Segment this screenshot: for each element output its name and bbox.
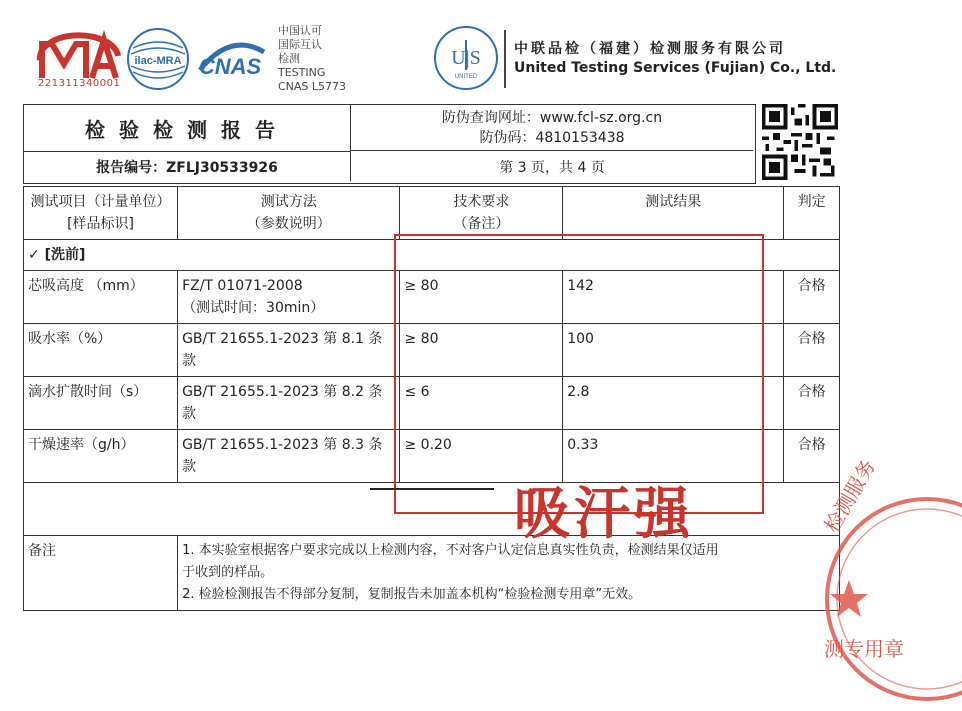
cell-requirement: ≤ 6	[400, 377, 563, 430]
official-seal	[819, 455, 962, 704]
seal-text-bottom: 测专用章	[824, 637, 904, 661]
svg-text:ilac-MRA: ilac-MRA	[134, 55, 182, 67]
notes-label: 备注	[24, 536, 178, 611]
cell-judgement: 合格	[784, 377, 840, 430]
cell-requirement: ≥ 80	[400, 271, 563, 324]
report-title: 检验检测报告	[24, 105, 351, 152]
cell-item: 吸水率（%）	[24, 324, 178, 377]
cell-requirement: ≥ 80	[400, 324, 563, 377]
cnas-accreditation-text: 中国认可 国际互认 检测 TESTING CNAS L5773	[278, 24, 347, 93]
verify-code: 防伪码：4810153438	[479, 130, 625, 146]
company-name-en: United Testing Services (Fujian) Co., Ltd.	[514, 60, 837, 76]
highlight-caption: 吸汗强	[514, 482, 694, 547]
svg-text:U|S: U|S	[451, 47, 481, 69]
section-label: ✓ [洗前]	[24, 240, 840, 271]
cell-result: 2.8	[563, 377, 784, 430]
note-1: 1. 本实验室根据客户要求完成以上检测内容，不对客户认定信息真实性负责，检测结果仅适用	[182, 543, 719, 558]
report-number: 报告编号：ZFLJ30533926	[24, 152, 351, 181]
notes-content	[178, 536, 840, 611]
cell-method: FZ/T 01071-2008 （测试时间：30min）	[178, 271, 400, 324]
header-divider	[504, 30, 506, 88]
ilac-mra-logo	[125, 26, 191, 92]
cell-item: 滴水扩散时间（s）	[24, 377, 178, 430]
seal-text-top: 检测服务	[819, 455, 881, 537]
svg-text:UNITED: UNITED	[454, 74, 478, 80]
cnas-logo	[190, 30, 270, 90]
uts-logo	[432, 24, 500, 92]
cma-number: 221311340001	[38, 78, 121, 89]
qr-code	[762, 104, 838, 180]
verify-url: 防伪查询网址：www.fcl-sz.org.cn	[441, 110, 663, 126]
cell-result: 0.33	[563, 430, 784, 483]
cell-method: GB/T 21655.1-2023 第 8.1 条 款	[178, 324, 400, 377]
header-method: 测试方法 （参数说明）	[178, 187, 400, 240]
svg-text:CNAS: CNAS	[198, 54, 262, 79]
notes-row	[24, 536, 840, 611]
header-judgement: 判定	[784, 187, 840, 240]
cell-item: 干燥速率（g/h）	[24, 430, 178, 483]
cell-item: 芯吸高度 （mm）	[24, 271, 178, 324]
cell-result: 142	[563, 271, 784, 324]
header-item: 测试项目（计量单位） [样品标识]	[24, 187, 178, 240]
cell-judgement: 合格	[784, 430, 840, 483]
cell-requirement: ≥ 0.20	[400, 430, 563, 483]
page-info: 第 3 页，共 4 页	[499, 159, 605, 176]
cell-judgement: 合格	[784, 324, 840, 377]
strike-line	[370, 488, 494, 490]
company-name-cn: 中联品检（福建）检测服务有限公司	[514, 41, 786, 57]
cell-method: GB/T 21655.1-2023 第 8.2 条 款	[178, 377, 400, 430]
note-2: 2. 检验检测报告不得部分复制，复制报告未加盖本机构“检验检测专用章”无效。	[182, 587, 642, 602]
table-header-row	[24, 187, 840, 240]
cell-result: 100	[563, 324, 784, 377]
cell-method: GB/T 21655.1-2023 第 8.3 条 款	[178, 430, 400, 483]
header-requirement: 技术要求 （备注）	[400, 187, 563, 240]
verification-info	[351, 105, 753, 151]
note-1-cont: 于收到的样品。	[182, 565, 274, 580]
header-result: 测试结果	[563, 187, 784, 240]
cell-judgement: 合格	[784, 271, 840, 324]
